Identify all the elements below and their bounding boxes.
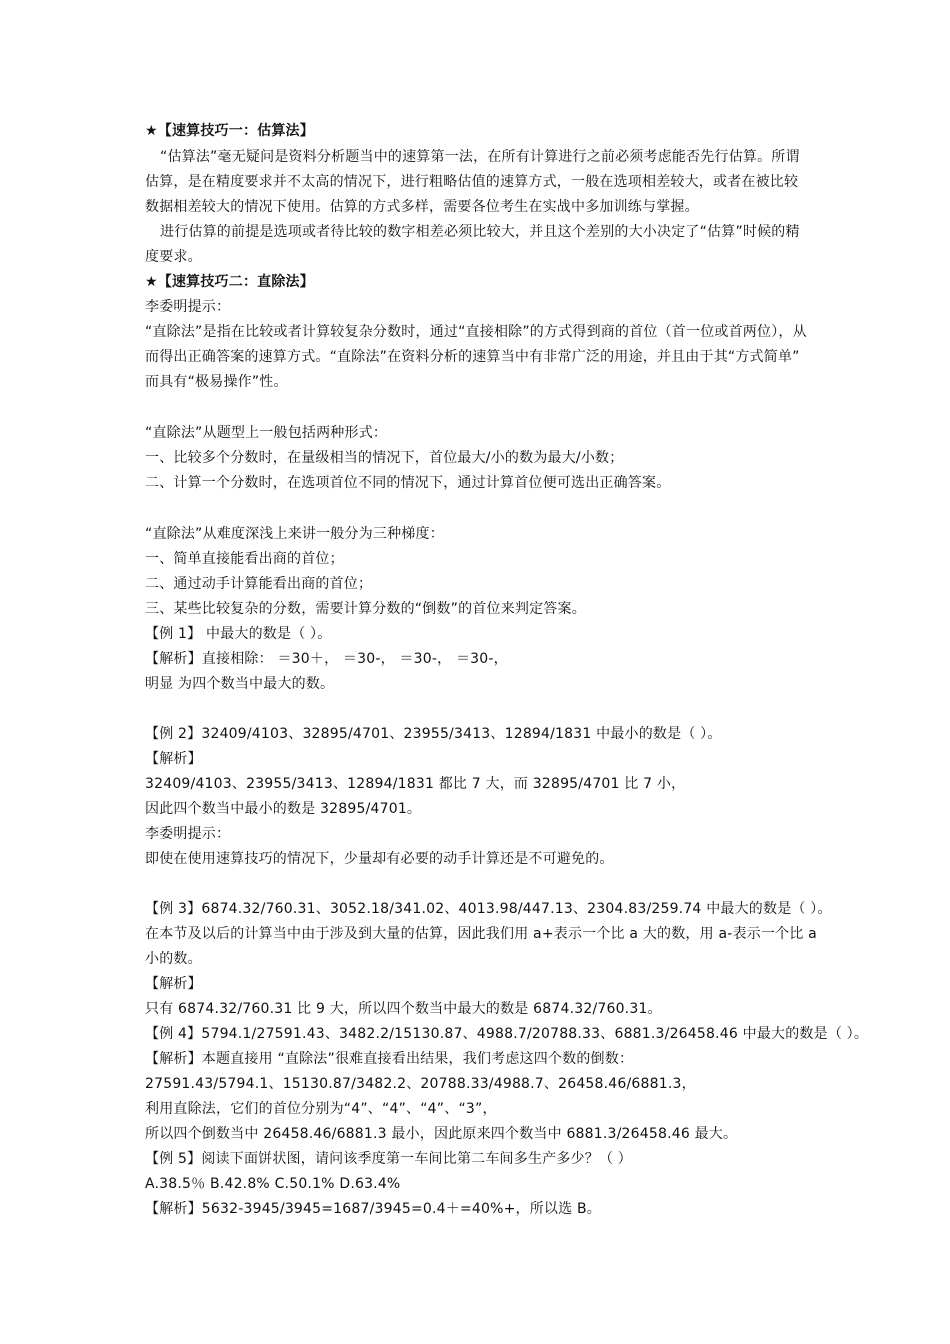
example-3-question: 【例 3】6874.32/760.31、3052.18/341.02、4013.98/447.13、2304.83/259.74 中最大的数是（ ）。 (145, 901, 832, 917)
tip-label: 李委明提示： (145, 299, 231, 315)
paragraph-line: 27591.43/5794.1、15130.87/3482.2、20788.33/4988.7、26458.46/6881.3， (145, 1076, 696, 1092)
solution-label: 【解析】 (145, 751, 202, 767)
paragraph-line: 只有 6874.32/760.31 比 9 大，所以四个数当中最大的数是 6874.32/760.31。 (145, 1001, 662, 1017)
example-4-question: 【例 4】5794.1/27591.43、3482.2/15130.87、4988.7/20788.33、6881.3/26458.46 中最大的数是（ ）。 (145, 1026, 869, 1042)
paragraph-line: 所以四个倒数当中 26458.46/6881.3 最小，因此原来四个数当中 6881.3/26458.46 最大。 (145, 1126, 738, 1142)
solution-label: 【解析】 (145, 976, 202, 992)
example-4-solution: 【解析】本题直接用 “直除法”很难直接看出结果，我们考虑这四个数的倒数： (145, 1051, 634, 1067)
paragraph-line: “直除法”是指在比较或者计算较复杂分数时，通过“直接相除”的方式得到商的首位（首一位或首两位），从 (145, 324, 807, 340)
list-item: 一、比较多个分数时，在量级相当的情况下，首位最大/小的数为最大/小数； (145, 450, 624, 466)
paragraph-line: 进行估算的前提是选项或者待比较的数字相差必须比较大，并且这个差别的大小决定了“估算”时候的精 (160, 224, 800, 240)
paragraph-line: 而得出正确答案的速算方式。“直除法”在资料分析的速算当中有非常广泛的用途，并且由于其“方式简单” (145, 349, 800, 365)
paragraph-line: “估算法”毫无疑问是资料分析题当中的速算第一法，在所有计算进行之前必须考虑能否先行估算。所谓 (160, 149, 800, 165)
paragraph-line: “直除法”从难度深浅上来讲一般分为三种梯度： (145, 526, 444, 542)
list-item: 二、通过动手计算能看出商的首位； (145, 576, 373, 592)
list-item: 二、计算一个分数时，在选项首位不同的情况下，通过计算首位便可选出正确答案。 (145, 475, 671, 491)
answer-options: A.38.5％ B.42.8% C.50.1% D.63.4% (145, 1176, 401, 1192)
paragraph-line: 数据相差较大的情况下使用。估算的方式多样，需要各位考生在实战中多加训练与掌握。 (145, 199, 699, 215)
paragraph-line: 即使在使用速算技巧的情况下，少量却有必要的动手计算还是不可避免的。 (145, 851, 614, 867)
example-1-conclusion: 明显 为四个数当中最大的数。 (145, 676, 335, 692)
list-item: 三、某些比较复杂的分数，需要计算分数的“倒数”的首位来判定答案。 (145, 601, 586, 617)
example-5-solution: 【解析】5632-3945/3945=1687/3945=0.4＋=40%+，所以选 B。 (145, 1201, 601, 1217)
paragraph-line: 因此四个数当中最小的数是 32895/4701。 (145, 801, 422, 817)
paragraph-line: 度要求。 (145, 249, 202, 265)
section-heading-estimation: ★【速算技巧一：估算法】 (145, 123, 314, 139)
paragraph-line: 小的数。 (145, 951, 202, 967)
example-1-question: 【例 1】 中最大的数是（ ）。 (145, 626, 332, 642)
paragraph-line: “直除法”从题型上一般包括两种形式： (145, 425, 388, 441)
paragraph-line: 在本节及以后的计算当中由于涉及到大量的估算，因此我们用 a+表示一个比 a 大的数，用 a-表示一个比 a (145, 926, 817, 942)
paragraph-line: 32409/4103、23955/3413、12894/1831 都比 7 大，而 32895/4701 比 7 小， (145, 776, 686, 792)
paragraph-line: 利用直除法，它们的首位分别为“4”、“4”、“4”、“3”， (145, 1101, 497, 1117)
example-1-solution: 【解析】直接相除： ＝30＋， ＝30-， ＝30-， ＝30-， (145, 651, 508, 667)
paragraph-line: 估算，是在精度要求并不太高的情况下，进行粗略估值的速算方式，一般在选项相差较大，或者在被比较 (145, 174, 799, 190)
section-heading-direct-division: ★【速算技巧二：直除法】 (145, 274, 314, 290)
example-2-question: 【例 2】32409/4103、32895/4701、23955/3413、12894/1831 中最小的数是（ ）。 (145, 726, 722, 742)
tip-label: 李委明提示： (145, 826, 231, 842)
list-item: 一、简单直接能看出商的首位； (145, 551, 344, 567)
paragraph-line: 而具有“极易操作”性。 (145, 374, 288, 390)
example-5-question: 【例 5】阅读下面饼状图，请问该季度第一车间比第二车间多生产多少？（ ） (145, 1151, 633, 1167)
